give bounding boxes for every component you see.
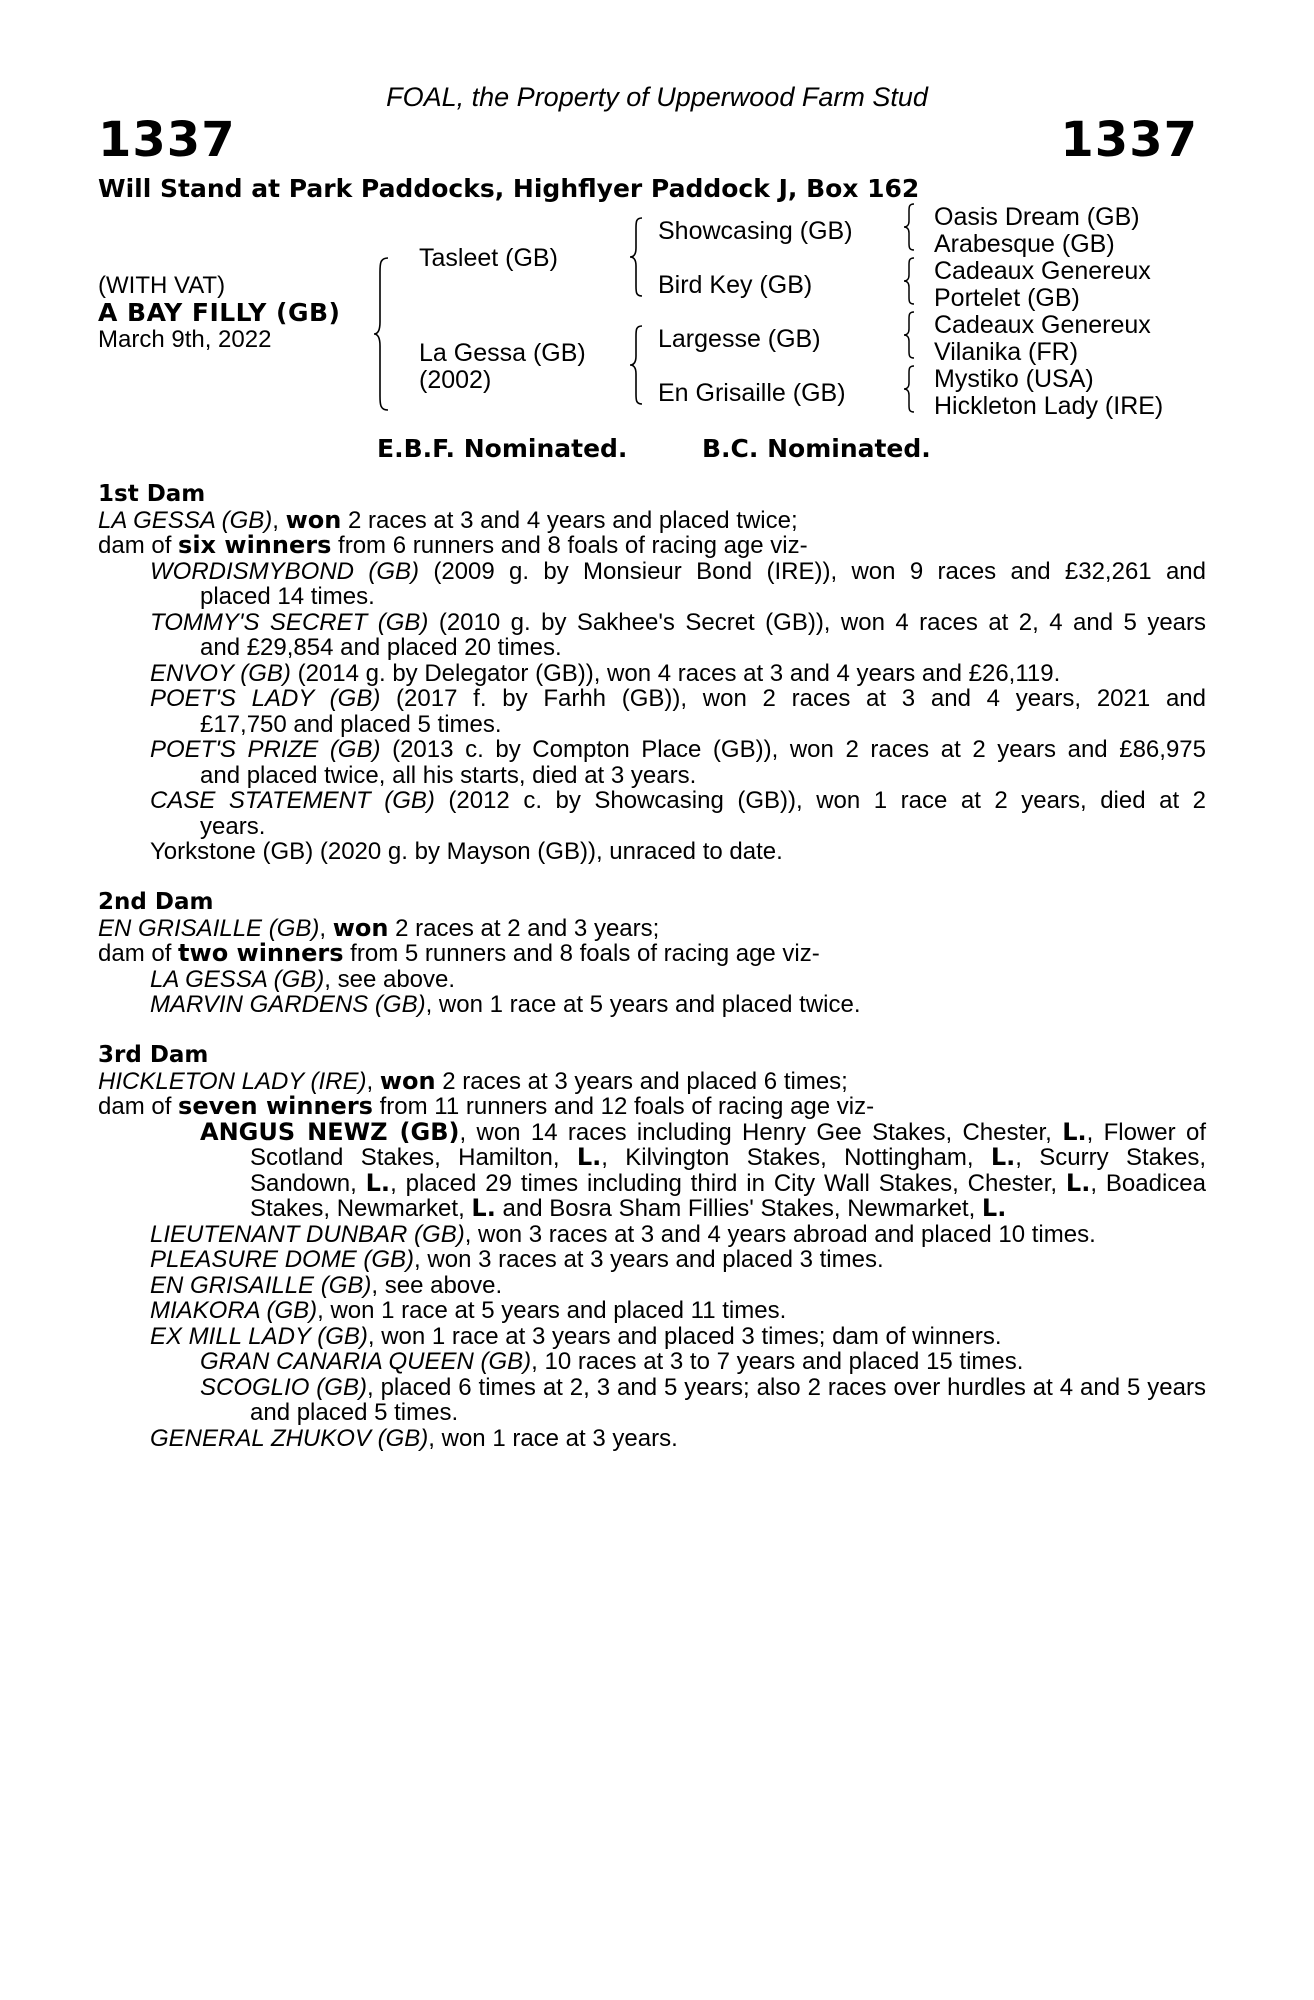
produce-text: , Boadicea Stakes, Newmarket,	[250, 1169, 1206, 1222]
produce-text: , won 1 race at 5 years and placed 11 times.	[317, 1297, 787, 1324]
dam-name: HICKLETON LADY (IRE)	[98, 1067, 367, 1095]
won-word: won	[332, 913, 389, 942]
dam-of-text: dam of	[98, 1093, 179, 1120]
produce-name: MARVIN GARDENS (GB)	[150, 991, 426, 1018]
produce-name: GRAN CANARIA QUEEN (GB)	[200, 1348, 532, 1375]
horse-name: A BAY FILLY (GB)	[98, 298, 341, 327]
listed-marker: L.	[1062, 1117, 1087, 1146]
dam-year: (2002)	[419, 366, 492, 394]
produce-text: , Scurry Stakes, Sandown,	[250, 1144, 1207, 1197]
produce-line	[98, 1426, 1206, 1452]
produce-cont: placed 14 times.	[200, 583, 375, 610]
third-dam-summary: HICKLETON LADY (IRE), won 2 races at 3 years and placed 6 times;	[98, 1066, 848, 1095]
produce-name: LA GESSA (GB)	[150, 965, 325, 993]
gen3-name: Vilanika (FR)	[934, 338, 1079, 366]
dam-name: LA GESSA (GB)	[98, 506, 273, 534]
produce-text: (2012 c. by Showcasing (GB)), won 1 race at 2 years, died at 2	[434, 787, 1206, 814]
brace-birdkey	[902, 256, 918, 306]
dam-sire: Largesse (GB)	[658, 325, 821, 353]
produce-text: , Flower of Scotland Stakes, Hamilton,	[250, 1118, 1207, 1171]
produce-text: (2017 f. by Farhh (GB)), won 2 races at 3 and 4 years, 2021 and	[380, 685, 1206, 712]
second-dam-heading: 2nd Dam	[98, 889, 214, 915]
gen3-name: Mystiko (USA)	[934, 365, 1094, 393]
produce-line	[98, 1324, 1206, 1350]
sire-name: Tasleet (GB)	[419, 244, 558, 272]
produce-name: Yorkstone (GB)	[150, 838, 314, 865]
sire-sire: Showcasing (GB)	[658, 217, 853, 245]
produce-text: , placed 6 times at 2, 3 and 5 years; also 2 races over hurdles at 4 and 5 years and placed 5 times.	[250, 1373, 1206, 1426]
first-dam-summary: LA GESSA (GB), won 2 races at 3 and 4 years and placed twice;	[98, 505, 798, 534]
third-dam-heading: 3rd Dam	[98, 1042, 209, 1068]
listed-marker: L.	[1065, 1168, 1091, 1197]
black-type-produce	[98, 1117, 1207, 1222]
listed-marker: L.	[990, 1143, 1016, 1171]
produce-name: ENVOY (GB)	[150, 659, 291, 687]
produce-name: GENERAL ZHUKOV (GB)	[150, 1424, 429, 1452]
produce-text: (2010 g. by Sakhee's Secret (GB)), won 4 races at 2, 4 and 5 years	[428, 608, 1207, 636]
produce-text: , see above.	[324, 965, 456, 993]
summary-text: 2 races at 2 and 3 years;	[388, 914, 660, 942]
brace-dam	[628, 324, 646, 406]
winners-count: seven winners	[178, 1092, 373, 1120]
produce-cont: and £29,854 and placed 20 times.	[200, 634, 562, 661]
produce-text: (2014 g. by Delegator (GB)), won 4 races at 3 and 4 years and £26,119.	[290, 659, 1061, 687]
gen3-name: Cadeaux Genereux	[934, 311, 1151, 339]
gen3-name: Cadeaux Genereux	[934, 257, 1151, 285]
sire-dam: Bird Key (GB)	[658, 271, 813, 299]
second-dam-summary: EN GRISAILLE (GB), won 2 races at 2 and 3 years;	[98, 913, 660, 942]
produce-name: PLEASURE DOME (GB)	[150, 1246, 415, 1273]
dam-of-text: dam of	[98, 940, 179, 967]
produce-line	[98, 661, 1206, 687]
consignor-line: FOAL, the Property of Upperwood Farm Stud	[386, 82, 928, 112]
produce-name: LIEUTENANT DUNBAR (GB)	[150, 1220, 465, 1248]
produce-record	[98, 482, 1206, 1451]
stand-info: Will Stand at Park Paddocks, Highflyer Paddock J, Box 162	[98, 174, 920, 203]
gen3-name: Arabesque (GB)	[934, 230, 1115, 258]
produce-cont: and placed twice, all his starts, died at 3 years.	[200, 761, 697, 789]
produce-line	[98, 1273, 1206, 1299]
brace-sire	[628, 216, 646, 298]
produce-text: , placed 29 times including third in City Wall Stakes, Chester,	[390, 1169, 1066, 1197]
produce-name: EX MILL LADY (GB)	[150, 1322, 368, 1350]
gen3-name: Hickleton Lady (IRE)	[934, 392, 1164, 420]
produce-name: MIAKORA (GB)	[150, 1297, 318, 1324]
brace-engrisaille	[902, 364, 918, 414]
dam-dam: En Grisaille (GB)	[658, 379, 846, 407]
lot-number-right: 1337	[1060, 112, 1198, 168]
won-word: won	[379, 1066, 436, 1095]
produce-text: , won 3 races at 3 and 4 years abroad and placed 10 times.	[464, 1220, 1096, 1248]
third-dam-of	[98, 1094, 1206, 1120]
produce-text: and Bosra Sham Fillies' Stakes, Newmarket,	[495, 1195, 982, 1222]
produce-name: ANGUS NEWZ (GB)	[200, 1117, 460, 1146]
dam-of-rest: from 5 runners and 8 foals of racing age viz-	[343, 940, 820, 967]
lot-number-left: 1337	[98, 112, 236, 168]
produce-line	[98, 1247, 1206, 1273]
produce-line	[98, 1222, 1206, 1248]
produce-text: , won 1 race at 3 years.	[428, 1424, 678, 1452]
grand-produce-line	[98, 1349, 1206, 1375]
produce-text: , won 14 races including Henry Gee Stakes, Chester,	[459, 1118, 1063, 1146]
produce-text: (2009 g. by Monsieur Bond (IRE)), won 9 races and £32,261 and	[419, 557, 1207, 585]
produce-text: , 10 races at 3 to 7 years and placed 15 times.	[531, 1348, 1024, 1375]
produce-line	[98, 686, 1206, 712]
produce-name: CASE STATEMENT (GB)	[150, 787, 435, 814]
produce-line	[98, 967, 1206, 993]
produce-name: SCOGLIO (GB)	[200, 1373, 367, 1401]
brace-largesse	[902, 310, 918, 360]
produce-line	[98, 839, 1206, 865]
produce-line	[98, 559, 1206, 585]
dam-name: La Gessa (GB)	[419, 339, 586, 367]
produce-cont: years.	[200, 812, 266, 840]
ebf-nomination: E.B.F. Nominated.	[377, 434, 628, 463]
produce-name: POET'S LADY (GB)	[150, 685, 381, 712]
bc-nomination: B.C. Nominated.	[702, 434, 931, 463]
produce-name: EN GRISAILLE (GB)	[150, 1271, 372, 1299]
date-of-birth: March 9th, 2022	[98, 326, 272, 353]
produce-text: , won 1 race at 5 years and placed twice.	[425, 991, 861, 1018]
produce-line	[98, 992, 1206, 1018]
dam-of-rest: from 6 runners and 8 foals of racing age viz-	[331, 532, 808, 559]
produce-text: , Kilvington Stakes, Nottingham,	[601, 1144, 991, 1171]
produce-cont: £17,750 and placed 5 times.	[200, 710, 502, 738]
dam-of-text: dam of	[98, 532, 179, 559]
grand-produce-line	[98, 1375, 1206, 1426]
produce-text: , won 1 race at 3 years and placed 3 times; dam of winners.	[367, 1322, 1002, 1350]
produce-line	[98, 788, 1206, 814]
summary-text: 2 races at 3 years and placed 6 times;	[435, 1067, 848, 1095]
winners-count: two winners	[178, 939, 344, 967]
second-dam-of	[98, 941, 1206, 967]
gen3-name: Oasis Dream (GB)	[934, 203, 1140, 231]
produce-name: POET'S PRIZE (GB)	[150, 736, 381, 763]
winners-count: six winners	[178, 531, 332, 559]
produce-line	[98, 737, 1206, 763]
summary-text: 2 races at 3 and 4 years and placed twice;	[341, 506, 798, 534]
produce-text: , see above.	[371, 1271, 503, 1299]
produce-text: (2013 c. by Compton Place (GB)), won 2 races at 2 years and £86,975	[380, 736, 1206, 763]
listed-marker: L.	[576, 1143, 602, 1171]
produce-name: WORDISMYBOND (GB)	[150, 557, 419, 585]
won-word: won	[285, 505, 342, 534]
dam-of-rest: from 11 runners and 12 foals of racing age viz-	[372, 1093, 875, 1120]
produce-line	[98, 610, 1206, 636]
listed-marker: L.	[471, 1194, 496, 1222]
produce-text: , won 3 races at 3 years and placed 3 times.	[414, 1246, 884, 1273]
produce-name: TOMMY'S SECRET (GB)	[150, 608, 429, 636]
gen3-name: Portelet (GB)	[934, 284, 1080, 312]
first-dam-heading: 1st Dam	[98, 481, 206, 507]
brace-showcasing	[902, 202, 918, 252]
listed-marker: L.	[981, 1194, 1007, 1222]
vat-label: (WITH VAT)	[98, 272, 226, 299]
dam-name: EN GRISAILLE (GB)	[98, 914, 320, 942]
produce-line	[98, 1298, 1206, 1324]
produce-text: (2020 g. by Mayson (GB)), unraced to date.	[313, 838, 783, 865]
brace-gen1	[372, 256, 392, 412]
listed-marker: L.	[365, 1168, 391, 1197]
first-dam-of	[98, 533, 1206, 559]
